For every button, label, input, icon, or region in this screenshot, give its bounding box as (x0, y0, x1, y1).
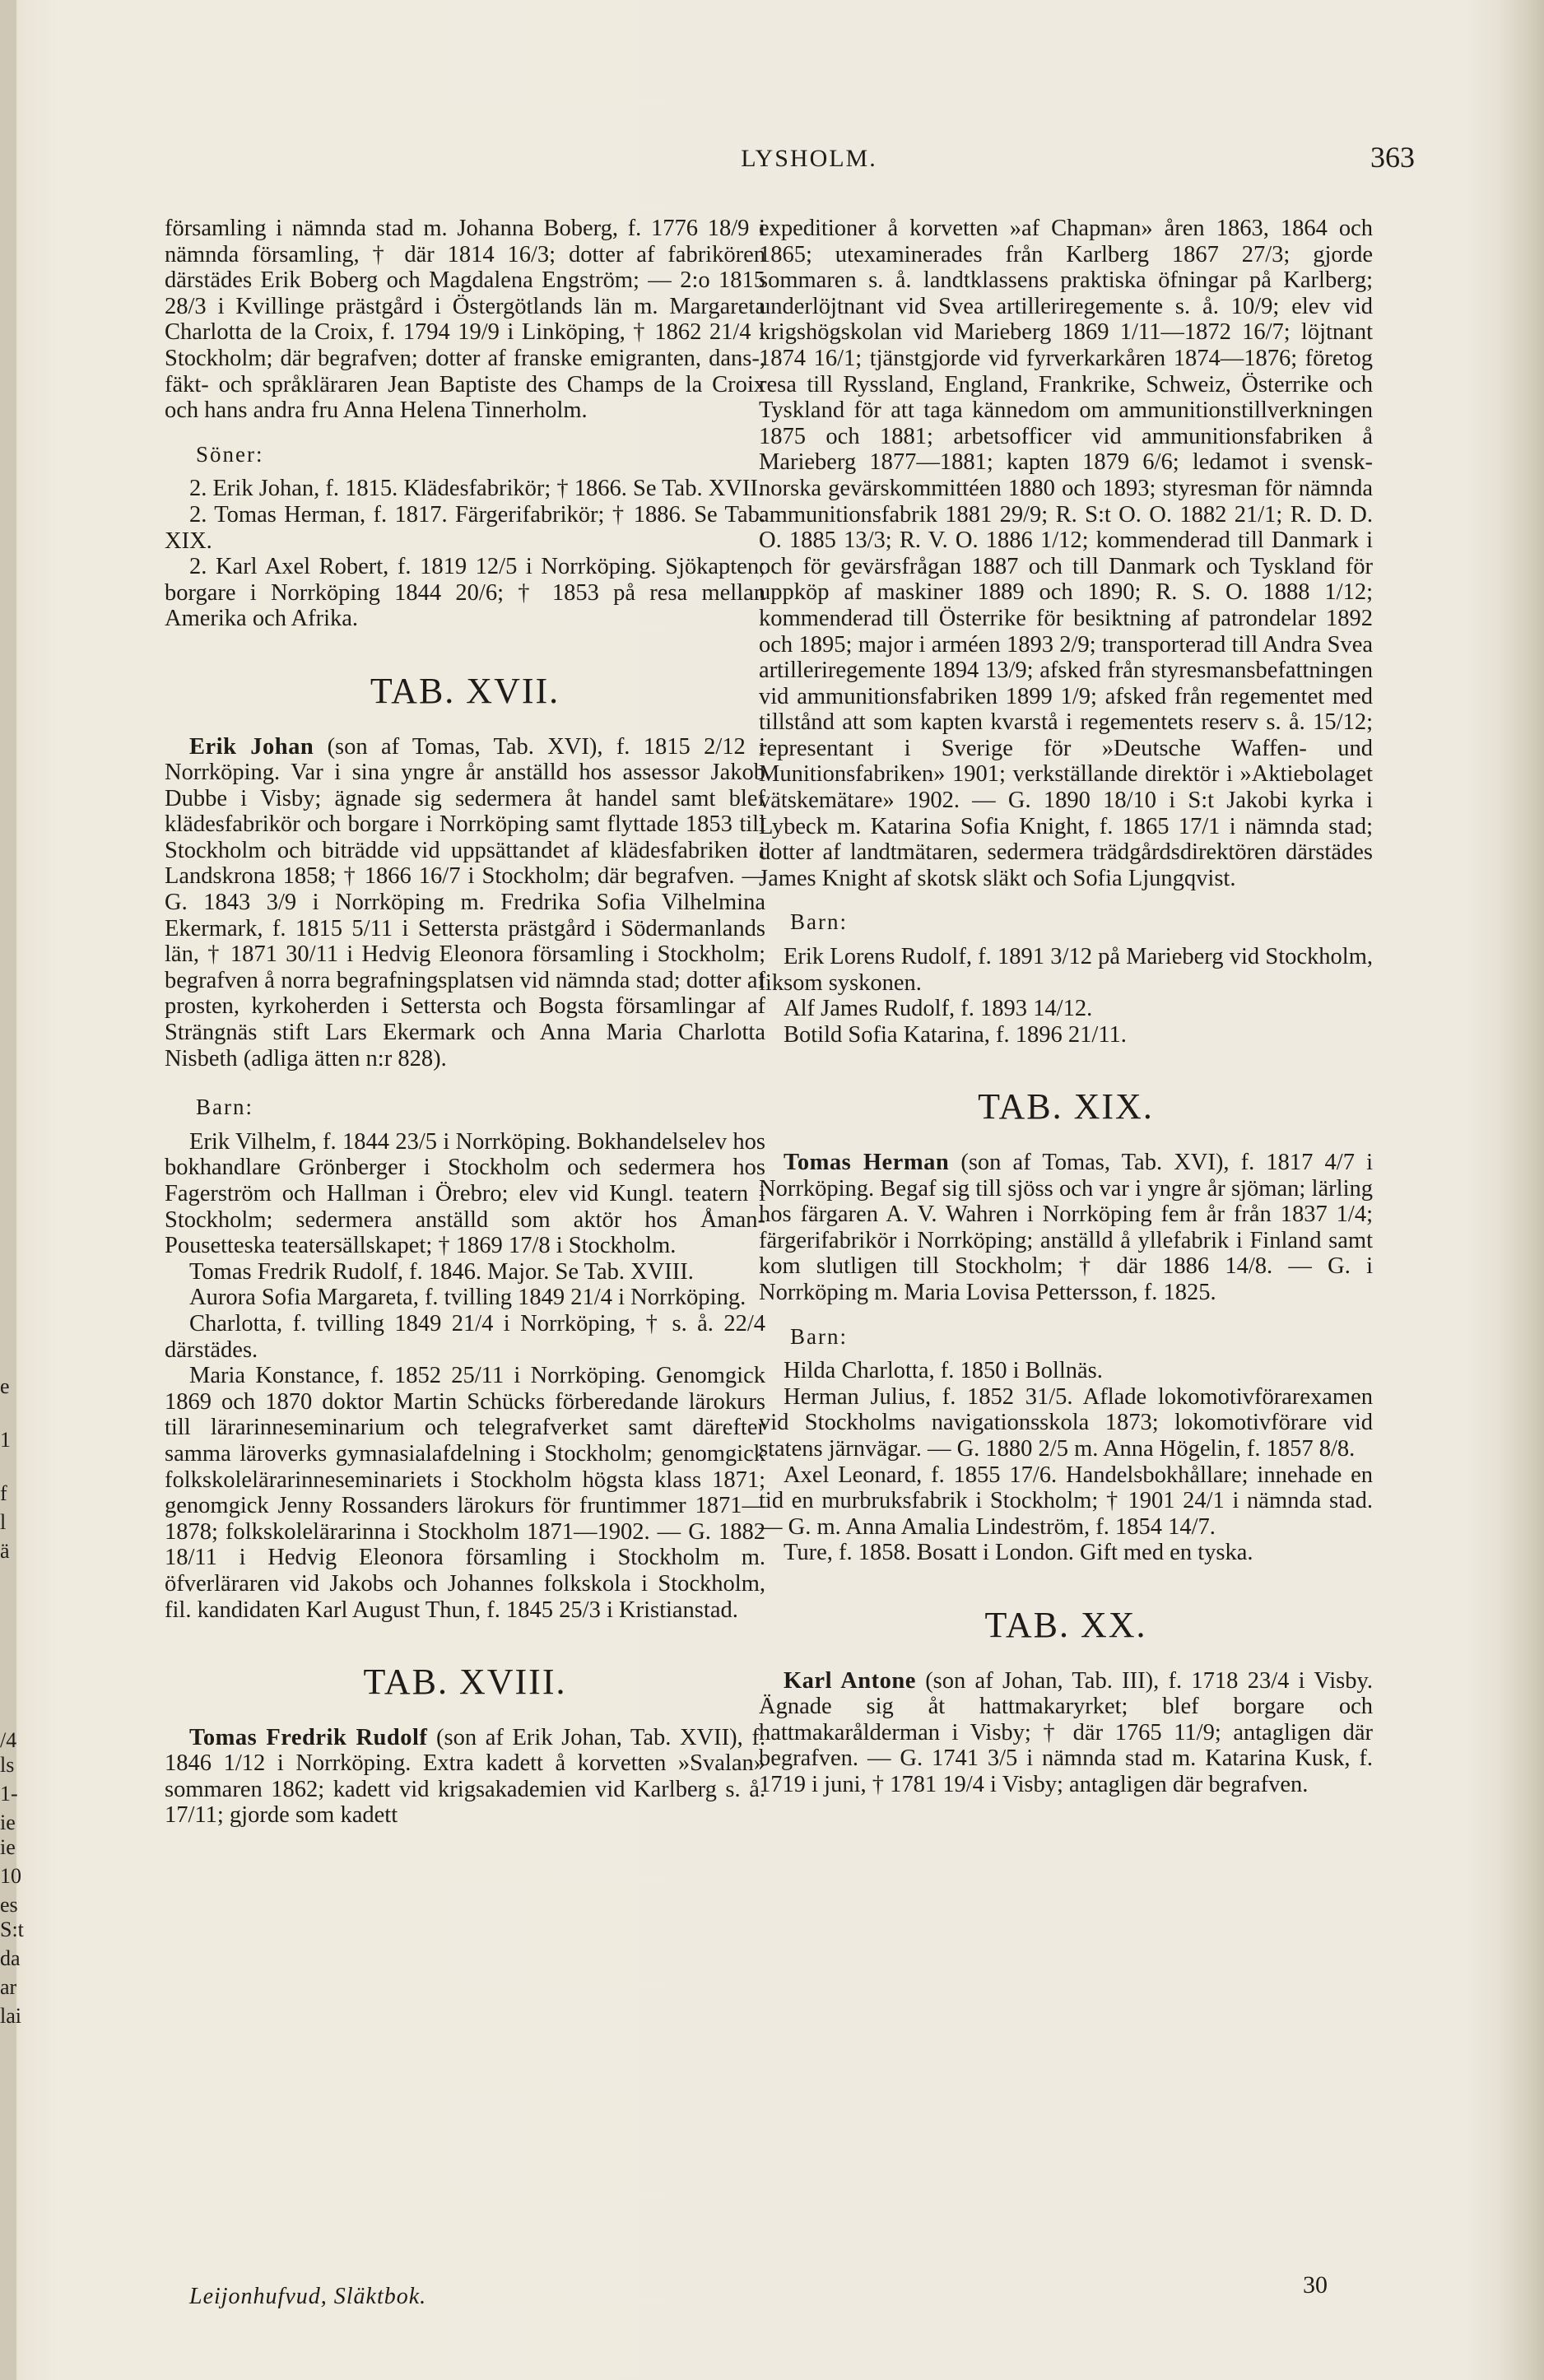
entry-text: (son af Johan, Tab. III), f. 1718 23/4 i Visby. Ägnade sig åt hattmakaryrket; blef borgare och hattmakarålderman i Visby; † där 1765 11/9; antagligen där begrafven. — G. 1741 3/5 i nämnda stad m. Katarina Kusk, f. 1719 i juni, † 1781 19/4 i Visby; antagligen där begrafven. (759, 1667, 1374, 1797)
child-entry: Aurora Sofia Margareta, f. tvilling 1849 21/4 i Norrköping. (189, 1285, 746, 1311)
person-name: Tomas Fredrik Rudolf (189, 1724, 428, 1750)
page-number: 363 (1370, 141, 1415, 174)
barn-label: Barn: (790, 1323, 848, 1349)
margin-fragment: 10 (0, 1864, 21, 1888)
son-entry: 2. Erik Johan, f. 1815. Klädesfabrikör; † 1866. Se Tab. XVII. (189, 476, 764, 502)
margin-fragment: l (0, 1510, 7, 1534)
intro-paragraph: församling i nämnda stad m. Johanna Boberg, f. 1776 18/9 i nämnda församling, † där 1814 16/3; dotter af fabrikören därstädes Erik Boberg och Magdalena Engström; — 2:o 1815 28/3 i Kvillinge prästgård i Östergötlands län m. Margareta Charlotta de la Croix, f. 1794 19/9 i Linköping, † 1862 21/4 i Stockholm; där begrafven; dotter af franske emigranten, dans-, fäkt- och språkläraren Jean Baptiste des Champs de la Croix och hans andra fru Anna Helena Tinnerholm. (165, 216, 765, 424)
margin-fragment: f (0, 1481, 7, 1505)
child-entry: Tomas Fredrik Rudolf, f. 1846. Major. Se Tab. XVIII. (189, 1258, 694, 1285)
child-entry: Ture, f. 1858. Bosatt i London. Gift med en tyska. (784, 1540, 1253, 1566)
child-entry: Axel Leonard, f. 1855 17/6. Handelsbokhållare; innehade en tid en murbruksfabrik i Stockholm; † 1901 24/1 i nämnda stad. — G. m. Anna Amalia Lindeström, f. 1854 14/7. (759, 1462, 1373, 1540)
table-heading-xix: TAB. XIX. (978, 1086, 1154, 1127)
son-entry: 2. Karl Axel Robert, f. 1819 12/5 i Norrköping. Sjökapten; borgare i Norrköping 1844 20/6; † 1853 på resa mellan Amerika och Afrika. (165, 554, 765, 632)
child-entry: Erik Vilhelm, f. 1844 23/5 i Norrköping. Bokhandelselev hos bokhandlare Grönberger i Stockholm och sedermera hos Fagerström och Hallman i Örebro; elev vid Kungl. teatern i Stockholm; sedermera anställd som aktör hos Åman-Pousetteska teatersällskapet; † 1869 17/8 i Stockholm. (165, 1128, 765, 1259)
right-column (759, 216, 1373, 1797)
son-entry: 2. Tomas Herman, f. 1817. Färgerifabrikör; † 1886. Se Tab. XIX. (165, 501, 765, 554)
margin-fragment: e (0, 1374, 10, 1398)
sheet-number: 30 (1303, 2271, 1328, 2299)
barn-label: Barn: (196, 1095, 253, 1120)
page-edge (1503, 0, 1544, 2380)
person-name: Erik Johan (189, 733, 314, 760)
child-entry: Botild Sofia Katarina, f. 1896 21/11. (784, 1021, 1127, 1048)
continued-paragraph: expeditioner å korvetten »af Chapman» åren 1863, 1864 och 1865; utexaminerades från Karlberg 1867 27/3; gjorde sommaren s. å. landtklassens praktiska öfningar på Karlberg; underlöjtnant vid Svea artilleriregemente s. å. 10/9; elev vid krigshögskolan vid Marieberg 1869 1/11—1872 16/7; löjtnant 1874 16/1; tjänstgjorde vid fyrverkarkåren 1874—1876; företog resa till Ryssland, England, Frankrike, Schweiz, Österrike och Tyskland för att taga kännedom om ammunitionstillverkningen 1875 och 1881; arbetsofficer vid ammunitionsfabriken å Marieberg 1877—1881; kapten 1879 6/6; ledamot i svensk-norska gevärskommittéen 1880 och 1893; styresman för nämnda ammunitionsfabrik 1881 29/9; R. S:t O. O. 1882 21/1; R. D. D. O. 1885 13/3; R. V. O. 1886 1/12; kommenderad till Danmark i och för gevärsfrågan 1887 och till Danmark och Tyskland för uppköp af maskiner 1889 och 1890; R. S. O. 1888 1/12; kommenderad till Österrike för besiktning af patrondelar 1892 och 1895; major i arméen 1893 2/9; transporterad till Andra Svea artilleriregemente 1894 13/9; afsked från styresmansbefattningen vid ammunitionsfabriken 1899 1/9; afsked från regementet med tillstånd att som kapten kvarstå i regementets reserv s. å. 15/12; representant i Sverige för »Deutsche Waffen- und Munitionsfabriken» 1901; verkställande direktör i »Aktiebolaget vätskemätare» 1902. — G. 1890 18/10 i S:t Jakobi kyrka i Lybeck m. Katarina Sofia Knight, f. 1865 17/1 i nämnda stad; dotter af landtmätaren, sedermera trädgårdsdirektören därstädes James Knight af skotsk släkt och Sofia Ljungqvist. (759, 216, 1373, 891)
margin-fragment: S:t (0, 1917, 24, 1941)
footer-signature: Leijonhufvud, Släktbok. (189, 2284, 427, 2309)
table-heading-xviii: TAB. XVIII. (363, 1662, 567, 1703)
entry-tomas-fredrik-rudolf (165, 1725, 765, 1829)
child-entry: Alf James Rudolf, f. 1893 14/12. (784, 996, 1093, 1022)
child-entry: Charlotta, f. tvilling 1849 21/4 i Norrköping, † s. å. 22/4 därstädes. (165, 1310, 765, 1363)
child-entry: Maria Konstance, f. 1852 25/11 i Norrköping. Genomgick 1869 och 1870 doktor Martin Schücks förberedande lärokurs till lärarinneseminarium och telegrafverket samt därefter samma läroverks gymnasialafdelning i Stockholm; genomgick folkskolelärarinneseminariets i Stockholm högsta klass 1871; genomgick Jenny Rossanders lärokurs för fruntimmer 1871—1878; folkskolelärarinna i Stockholm 1871—1902. — G. 1882 18/11 i Hedvig Eleonora församling i Stockholm m. öfverläraren vid Jakobs och Johannes folkskola i Stockholm, fil. kandidaten Karl August Thun, f. 1845 25/3 i Kristianstad. (165, 1363, 765, 1623)
entry-text: (son af Tomas, Tab. XVI), f. 1817 4/7 i Norrköping. Begaf sig till sjöss och var i yngre år sjöman; lärling hos färgaren A. V. Wahren i Norrköping fem år från 1837 1/4; färgerifabrikör i Norrköping; anställd å yllefabrik i Finland samt kom slutligen till Stockholm; † där 1886 14/8. — G. i Norrköping m. Maria Lovisa Pettersson, f. 1825. (759, 1150, 1374, 1305)
child-entry: Erik Lorens Rudolf, f. 1891 3/12 på Marieberg vid Stockholm, liksom syskonen. (759, 944, 1373, 996)
margin-fragment: ie (0, 1811, 16, 1834)
left-column (165, 216, 765, 1829)
entry-text: (son af Tomas, Tab. XVI), f. 1815 2/12 i Norrköping. Var i sina yngre år anställd hos assessor Jakob Dubbe i Visby; ägnade sig sedermera åt handel samt blef klädesfabrikör och borgare i Norrköping samt flyttade 1853 till Stockholm och biträdde vid uppsättandet af klädesfabriken i Landskrona 1858; † 1866 16/7 i Stockholm; där begrafven. — G. 1843 3/9 i Norrköping m. Fredrika Sofia Vilhelmina Ekermark, f. 1815 5/11 i Settersta prästgård i Södermanlands län, † 1871 30/11 i Hedvig Eleonora församling i Stockholm; begrafven å norra begrafningsplatsen vid nämnda stad; dotter af prosten, kyrkoherden i Settersta och Bogsta församlingar af Strängnäs stift Lars Ekermark och Anna Maria Charlotta Nisbeth (adliga ätten n:r 828). (165, 733, 766, 1071)
entry-erik-johan (165, 734, 765, 1072)
table-heading-xvii: TAB. XVII. (370, 670, 560, 711)
margin-fragment: 1 (0, 1428, 11, 1452)
table-heading-xx: TAB. XX. (984, 1604, 1147, 1645)
running-header: LYSHOLM. (741, 145, 877, 172)
margin-fragment: 1- (0, 1782, 18, 1806)
margin-fragment: /4 (0, 1728, 17, 1752)
margin-fragment: ar (0, 1975, 17, 1999)
margin-fragment: ls (0, 1753, 15, 1777)
margin-fragment: ä (0, 1539, 10, 1563)
person-name: Tomas Herman (784, 1150, 950, 1175)
entry-text: (son af Erik Johan, Tab. XVII), f. 1846 1/12 i Norrköping. Extra kadett å korvetten »Svalan» sommaren 1862; kadett vid krigsakademien vid Karlberg s. å. 17/11; gjorde som kadett (165, 1724, 766, 1829)
child-entry: Hilda Charlotta, f. 1850 i Bollnäs. (784, 1358, 1103, 1384)
entry-karl-antone (759, 1668, 1373, 1798)
entry-tomas-herman (759, 1150, 1373, 1306)
margin-fragment: ie (0, 1835, 16, 1859)
margin-fragment: lai (0, 2004, 21, 2028)
margin-fragment: es (0, 1893, 18, 1917)
soner-label: Söner: (196, 441, 264, 467)
barn-label: Barn: (790, 909, 848, 935)
margin-fragment: da (0, 1946, 21, 1970)
child-entry: Herman Julius, f. 1852 31/5. Aflade lokomotivförarexamen vid Stockholms navigationsskola 1873; lokomotivförare vid statens järnvägar. — G. 1880 2/5 m. Anna Högelin, f. 1857 8/8. (759, 1383, 1373, 1462)
person-name: Karl Antone (784, 1667, 916, 1694)
